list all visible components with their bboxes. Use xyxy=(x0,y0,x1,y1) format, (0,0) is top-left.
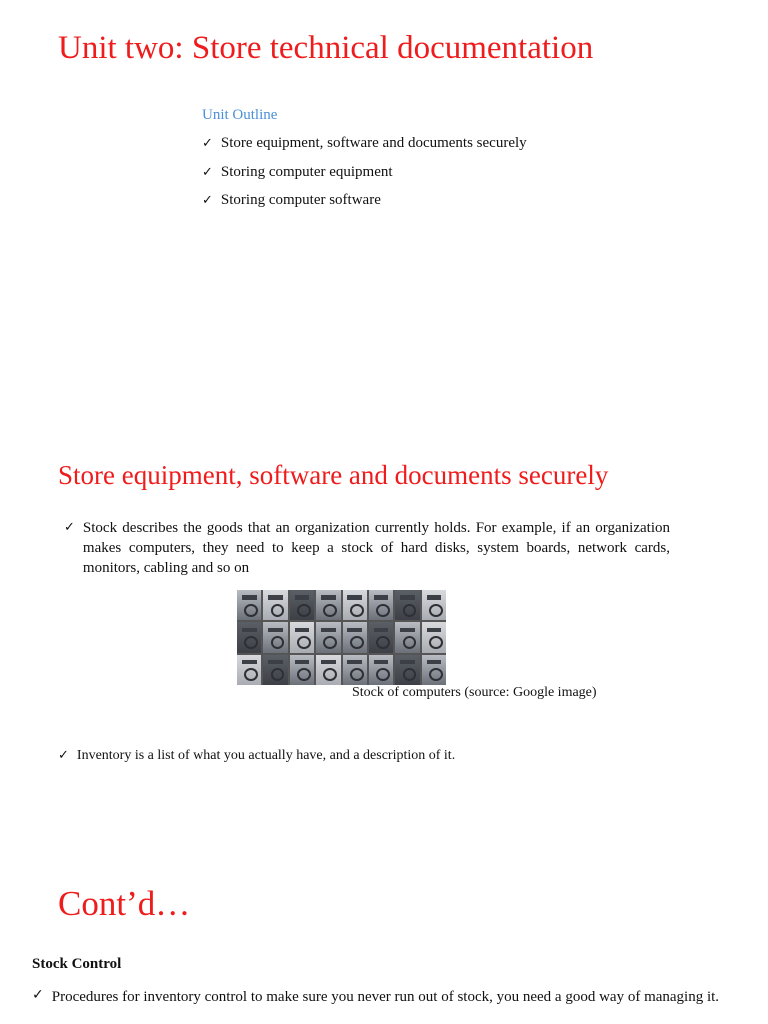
check-icon: ✓ xyxy=(64,520,75,535)
stock-control-heading: Stock Control xyxy=(32,956,122,972)
check-icon: ✓ xyxy=(32,987,44,1003)
check-icon: ✓ xyxy=(58,748,69,763)
outline-item xyxy=(202,164,393,181)
bullet-item xyxy=(58,748,455,764)
check-icon: ✓ xyxy=(202,165,213,180)
stock-description: Stock describes the goods that an organization currently holds. For example, if an organization makes computers, they need to keep a stock of hard disks, system boards, network cards, monitors, cabling and so on xyxy=(82,520,670,576)
unit-outline-heading: Unit Outline xyxy=(202,107,278,123)
bullet-paragraph xyxy=(32,984,736,1010)
check-icon: ✓ xyxy=(202,193,213,208)
stock-computers-image xyxy=(237,590,446,685)
outline-item-label: Storing computer software xyxy=(220,192,381,208)
outline-item xyxy=(202,192,381,209)
outline-item-label: Store equipment, software and documents securely xyxy=(220,135,527,151)
contd-title: Cont’d… xyxy=(58,884,191,923)
section-title: Store equipment, software and documents securely xyxy=(58,460,609,490)
bullet-paragraph xyxy=(64,518,670,578)
check-icon: ✓ xyxy=(202,136,213,151)
unit-title: Unit two: Store technical documentation xyxy=(58,30,594,66)
stock-control-description: Procedures for inventory control to make sure you never run out of stock, you need a good way of managing it. xyxy=(51,989,720,1005)
inventory-description: Inventory is a list of what you actually have, and a description of it. xyxy=(76,748,456,763)
outline-item xyxy=(202,135,527,152)
image-caption: Stock of computers (source: Google image) xyxy=(352,685,597,700)
outline-item-label: Storing computer equipment xyxy=(220,164,393,180)
